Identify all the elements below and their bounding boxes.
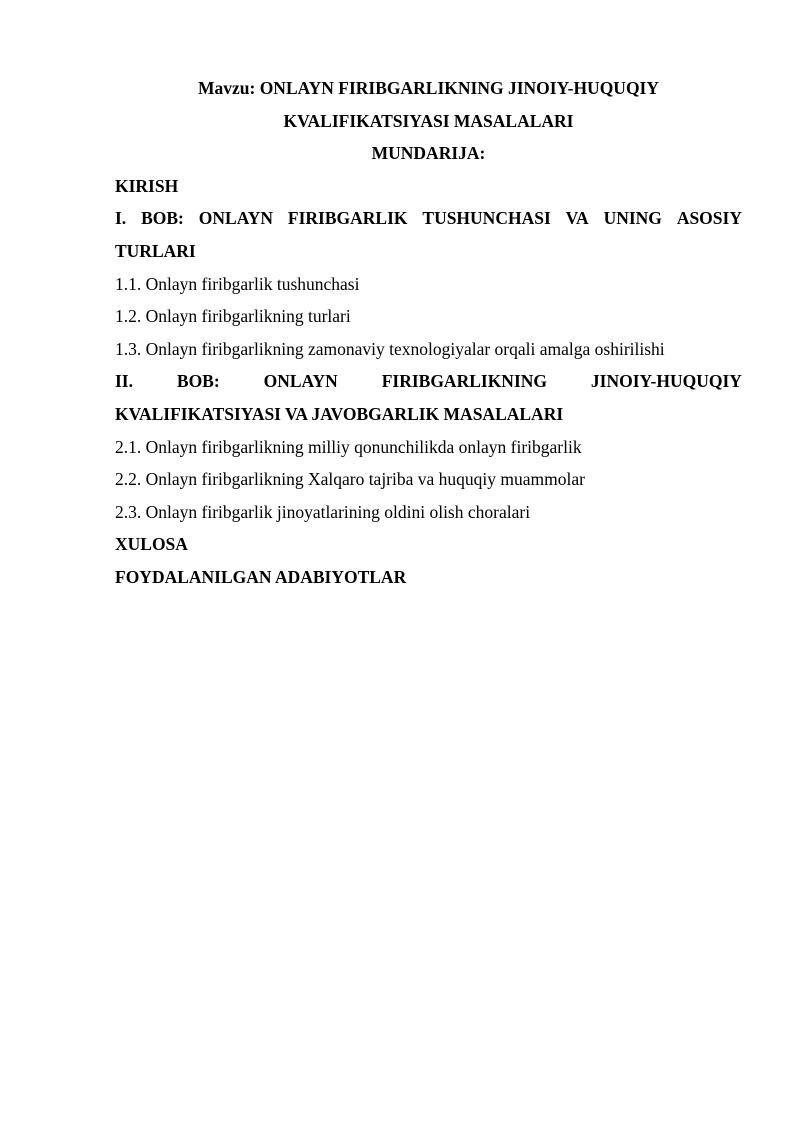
toc-chapter-2-heading	[115, 365, 742, 398]
contents-heading: MUNDARIJA:	[371, 143, 486, 164]
toc-item-2-3: 2.3. Onlayn firibgarlik jinoyatlarining oldini olish choralari	[115, 501, 531, 522]
table-of-contents	[115, 72, 742, 594]
toc-chapter-1-heading-continuation: TURLARI	[115, 240, 196, 261]
toc-item-1-2: 1.2. Onlayn firibgarlikning turlari	[115, 306, 351, 327]
chapter-1-word: FIRIBGARLIK	[287, 208, 408, 229]
toc-references: FOYDALANILGAN ADABIYOTLAR	[115, 566, 407, 587]
chapter-1-word: I.	[115, 208, 127, 229]
title-line-2: KVALIFIKATSIYASI MASALALARI	[283, 110, 574, 131]
toc-item-2-2: 2.2. Onlayn firibgarlikning Xalqaro tajriba va huquqiy muammolar	[115, 469, 585, 490]
toc-conclusion: XULOSA	[115, 534, 188, 555]
chapter-1-word: VA	[565, 208, 589, 229]
chapter-1-word: UNING	[603, 208, 662, 229]
toc-item-2-1: 2.1. Onlayn firibgarlikning milliy qonunchilikda onlayn firibgarlik	[115, 436, 582, 457]
toc-item-1-1: 1.1. Onlayn firibgarlik tushunchasi	[115, 273, 360, 294]
toc-chapter-1-heading	[115, 202, 742, 235]
chapter-1-word: ONLAYN	[198, 208, 273, 229]
chapter-1-word: ASOSIY	[676, 208, 742, 229]
chapter-2-word: II.	[115, 371, 133, 392]
chapter-2-word: JINOIY-HUQUQIY	[590, 371, 742, 392]
document-title	[115, 72, 742, 170]
title-line-1: Mavzu: ONLAYN FIRIBGARLIKNING JINOIY-HUQUQIY	[197, 78, 660, 98]
chapter-2-word: ONLAYN	[263, 371, 338, 392]
chapter-1-word: TUSHUNCHASI	[422, 208, 551, 229]
chapter-2-word: FIRIBGARLIKNING	[381, 371, 548, 392]
chapter-2-word: BOB:	[176, 371, 220, 392]
toc-chapter-2-heading-continuation: KVALIFIKATSIYASI VA JAVOBGARLIK MASALALARI	[115, 403, 564, 424]
chapter-1-word: BOB:	[141, 208, 184, 229]
toc-item-1-3: 1.3. Onlayn firibgarlikning zamonaviy texnologiyalar orqali amalga oshirilishi	[115, 338, 665, 359]
toc-intro: KIRISH	[115, 175, 179, 196]
